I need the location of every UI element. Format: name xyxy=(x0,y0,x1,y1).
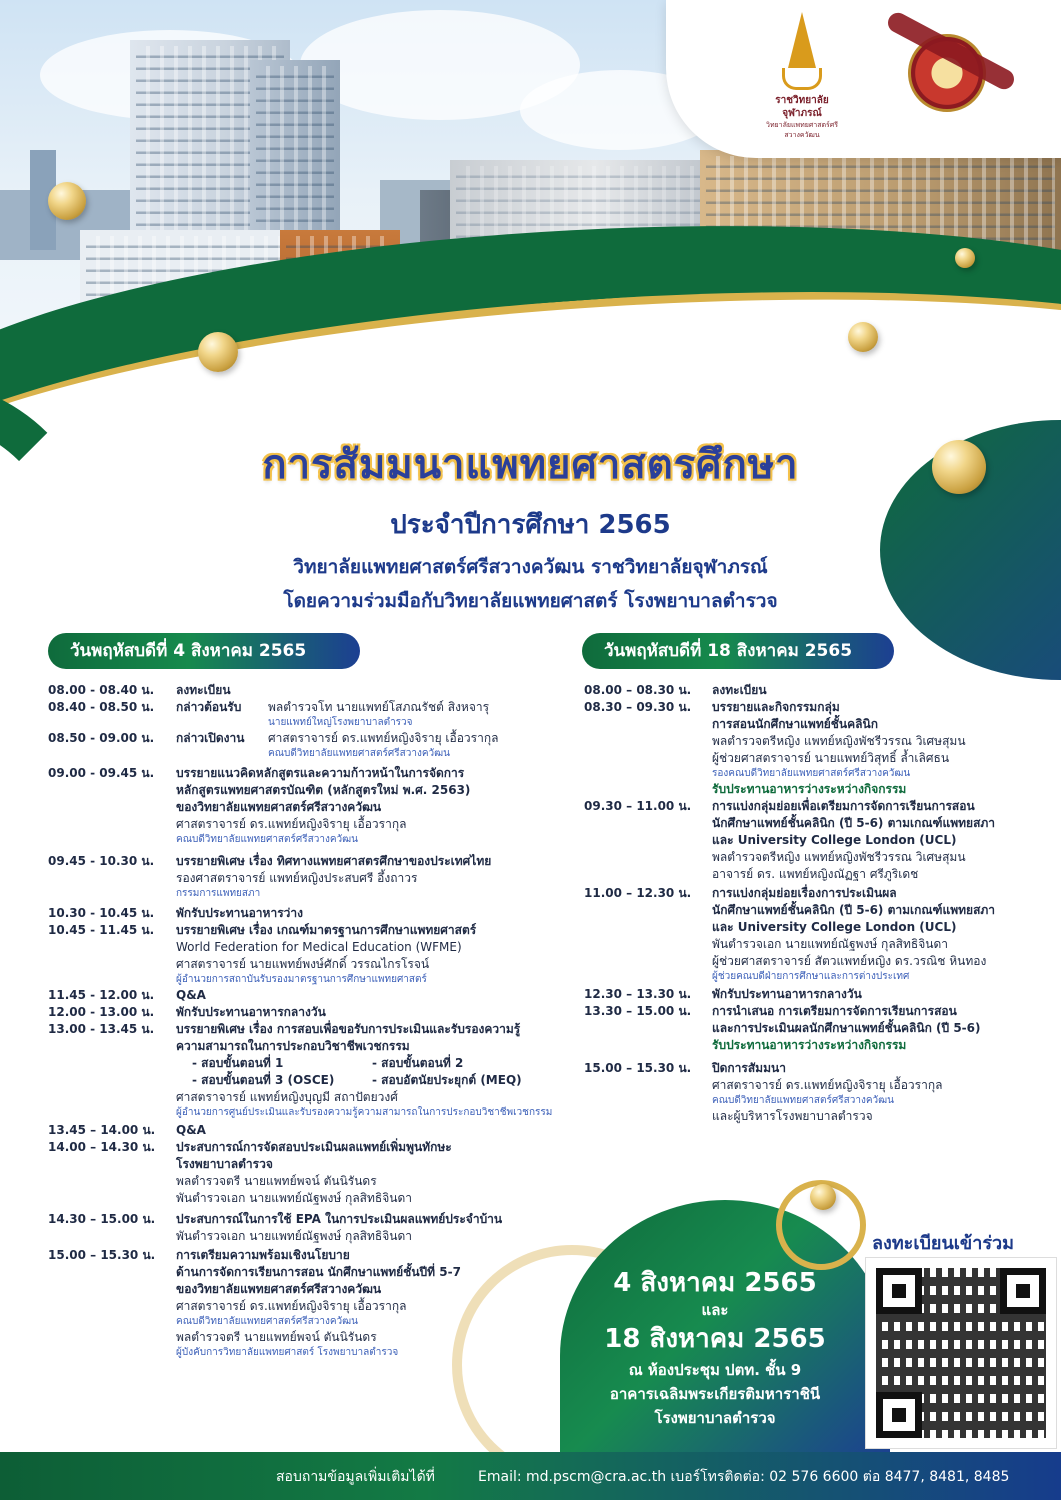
day1-schedule xyxy=(48,682,568,1360)
gold-ball xyxy=(810,1184,836,1210)
schedule-row: 08.40 - 08.50 น. กล่าวต้อนรับ พลตำรวจโท นายแพทย์โสภณรัชต์ สิงหจารุ นายแพทย์ใหญ่โรงพยาบาลตำรวจ xyxy=(48,700,490,728)
gold-ball xyxy=(848,322,878,352)
registration-label: ลงทะเบียนเข้าร่วม xyxy=(872,1233,1014,1254)
qr-finder-icon xyxy=(876,1392,922,1438)
gold-ball xyxy=(198,332,238,372)
exam-steps: - สอบขั้นตอนที่ 1 - สอบขั้นตอนที่ 2 - สอบขั้นตอนที่ 3 (OSCE) - สอบอัตนัยประยุกต์ (MEQ) xyxy=(192,1056,522,1087)
cra-name: ราชวิทยาลัย จุฬาภรณ์ xyxy=(775,95,829,119)
footer-contact[interactable]: Email: md.pscm@cra.ac.th เบอร์โทรติดต่อ: 02 576 6600 ต่อ 8477, 8481, 8485 xyxy=(478,1469,1010,1485)
schedule-row: 14.00 – 14.30 น. ประสบการณ์การจัดสอบประเมินผลแพทย์เพิ่มพูนทักษะ โรงพยาบาลตำรวจ พลตำรวจตรี นายแพทย์พจน์ ตันนิรันดร พันตำรวจเอก นายแพทย์ณัฐพงษ์ กุลสิทธิจินดา xyxy=(48,1140,452,1205)
schedule-row: 13.00 - 13.45 น. บรรยายพิเศษ เรื่อง การสอบเพื่อขอรับการประเมินและรับรองความรู้ ความสามารถในการประกอบวิชาชีพเวชกรรม - สอบขั้นตอนที่ 1 - สอบขั้นตอนที่ 2 - สอบขั้นตอนที่ 3 (OSCE) - สอบอัตนัยประยุกต์ (MEQ) ศาสตราจารย์ แพทย์หญิงบุญมี สถาปัตยวงศ์ ผู้อำนวยการศูนย์ประเมินและรับรองความรู้ความสามารถในการประกอบวิชาชีพเวชกรรม xyxy=(48,1021,568,1120)
schedule-row: 11.00 – 12.30 น. การแบ่งกลุ่มย่อยเรื่องการประเมินผล นักศึกษาแพทย์ชั้นคลินิก (ปี 5-6) ตามเกณฑ์แพทยสภา และ University College London (UCL) พันตำรวจเอก นายแพทย์ณัฐพงษ์ กุลสิทธิจินดา ผู้ช่วยศาสตราจารย์ สัตวแพทย์หญิง ดร.วรณิช หินทอง ผู้ช่วยคณบดีฝ่ายการศึกษาและการต่างประเทศ xyxy=(584,886,996,982)
schedule-row: 13.45 – 14.00 น. Q&A xyxy=(48,1123,206,1137)
day2-schedule xyxy=(584,682,1044,1125)
logo-card xyxy=(666,0,1061,158)
event-title: การสัมมนาแพทยศาสตรศึกษา xyxy=(262,442,799,488)
police-hospital-logo xyxy=(908,34,986,112)
schedule-row: 15.00 – 15.30 น. การเตรียมความพร้อมเชิงนโยบาย ด้านการจัดการเรียนการสอน นักศึกษาแพทย์ชั้นปีที่ 5-7 ของวิทยาลัยแพทยศาสตร์ศรีสวางควัฒน ศาสตราจารย์ ดร.แพทย์หญิงจิรายุ เอื้อวรากุล คณบดีวิทยาลัยแพทยศาสตร์ศรีสวางควัฒน พลตำรวจตรี นายแพทย์พจน์ ตันนิรันดร ผู้บังคับการวิทยาลัยแพทยศาสตร์ โรงพยาบาลตำรวจ xyxy=(48,1248,461,1358)
schedule-row: 08.00 - 08.40 น. ลงทะเบียน xyxy=(48,683,231,697)
footer-bar xyxy=(0,1452,1061,1500)
schedule-row: 09.00 - 09.45 น. บรรยายแนวคิดหลักสูตรและความก้าวหน้าในการจัดการ หลักสูตรแพทยศาสตรบัณฑิต (หลักสูตรใหม่ พ.ศ. 2563) ของวิทยาลัยแพทยศาสตร์ศรีสวางควัฒน ศาสตราจารย์ ดร.แพทย์หญิงจิรายุ เอื้อวรากุล คณบดีวิทยาลัยแพทยศาสตร์ศรีสวางควัฒน xyxy=(48,766,471,845)
schedule-row: 12.00 - 13.00 น. พักรับประทานอาหารกลางวัน xyxy=(48,1005,326,1019)
schedule-row: 08.30 – 09.30 น. บรรยายและกิจกรรมกลุ่ม การสอนนักศึกษาแพทย์ชั้นคลินิก พลตำรวจตรีหญิง แพทย์หญิงพัชรีวรรณ วิเศษสุมน ผู้ช่วยศาสตราจารย์ นายแพทย์วิสุทธิ์ ล้ำเลิศธน รองคณบดีวิทยาลัยแพทยศาสตร์ศรีสวางควัฒน รับประทานอาหารว่างระหว่างกิจกรรม xyxy=(584,700,966,796)
event-subtitle: ประจำปีการศึกษา 2565 xyxy=(390,510,671,540)
day2-header: วันพฤหัสบดีที่ 18 สิงหาคม 2565 xyxy=(582,633,894,669)
schedule-row: 15.00 – 15.30 น. ปิดการสัมมนา ศาสตราจารย์ ดร.แพทย์หญิงจิรายุ เอื้อวรากุล คณบดีวิทยาลัยแพทยศาสตร์ศรีสวางควัฒน และผู้บริหารโรงพยาบาลตำรวจ xyxy=(584,1061,943,1123)
cra-subtitle: วิทยาลัยแพทยศาสตร์ศรีสวางควัฒน xyxy=(766,121,838,139)
qr-finder-icon xyxy=(876,1268,922,1314)
schedule-row: 14.30 – 15.00 น. ประสบการณ์ในการใช้ EPA ในการประเมินผลแพทย์ประจำบ้าน พันตำรวจเอก นายแพทย์ณัฐพงษ์ กุลสิทธิจินดา xyxy=(48,1212,503,1243)
gold-ball xyxy=(48,182,86,220)
schedule-row: 09.45 - 10.30 น. บรรยายพิเศษ เรื่อง ทิศทางแพทยศาสตรศึกษาของประเทศไทย รองศาสตราจารย์ แพทย์หญิงประสบศรี อึ้งถาวร กรรมการแพทยสภา xyxy=(48,854,492,899)
gold-ball xyxy=(955,248,975,268)
venue-room: ณ ห้องประชุม ปตท. ชั้น 9 xyxy=(628,1361,802,1379)
venue-date-2: 18 สิงหาคม 2565 xyxy=(604,1324,826,1354)
hero-banner xyxy=(0,0,1061,430)
venue-building: อาคารเฉลิมพระเกียรติมหาราชินี xyxy=(609,1385,821,1403)
schedule-row: 09.30 – 11.00 น. การแบ่งกลุ่มย่อยเพื่อเตรียมการจัดการเรียนการสอน นักศึกษาแพทย์ชั้นคลินิก (ปี 5-6) ตามเกณฑ์แพทยสภา และ University College London (UCL) พลตำรวจตรีหญิง แพทย์หญิงพัชรีวรรณ วิเศษสุมน อาจารย์ ดร. แพทย์หญิงณัฏฐา ศรีภูริเดช xyxy=(584,799,996,881)
schedule-row: 12.30 – 13.30 น. พักรับประทานอาหารกลางวัน xyxy=(584,987,862,1001)
organizer-line-1: วิทยาลัยแพทยศาสตร์ศรีสวางควัฒน ราชวิทยาลัยจุฬาภรณ์ xyxy=(293,556,768,578)
schedule-row: 10.45 - 11.45 น. บรรยายพิเศษ เรื่อง เกณฑ์มาตรฐานการศึกษาแพทยศาสตร์ World Federation for Medical Education (WFME) ศาสตราจารย์ นายแพทย์พงษ์ศักดิ์ วรรณไกรโรจน์ ผู้อำนวยการสถาบันรับรองมาตรฐานการศึกษาแพทยศาสตร์ xyxy=(48,923,477,985)
qr-finder-icon xyxy=(1000,1268,1046,1314)
cra-logo xyxy=(762,12,842,152)
schedule-row: 08.50 - 09.00 น. กล่าวเปิดงาน ศาสตราจารย์ ดร.แพทย์หญิงจิรายุ เอื้อวรากุล คณบดีวิทยาลัยแพทยศาสตร์ศรีสวางควัฒน xyxy=(48,731,499,759)
venue-and: และ xyxy=(701,1301,729,1319)
registration-qr-code[interactable] xyxy=(866,1258,1056,1448)
schedule-row: 11.45 - 12.00 น. Q&A xyxy=(48,988,206,1002)
schedule-row: 13.30 – 15.00 น. การนำเสนอ การเตรียมการจัดการเรียนการสอน และการประเมินผลนักศึกษาแพทย์ชั้นคลินิก (ปี 5-6) รับประทานอาหารว่างระหว่างกิจกรรม xyxy=(584,1004,981,1052)
venue-hospital: โรงพยาบาลตำรวจ xyxy=(654,1409,776,1427)
organizer-line-2: โดยความร่วมมือกับวิทยาลัยแพทยศาสตร์ โรงพยาบาลตำรวจ xyxy=(283,590,778,612)
footer-inquiry: สอบถามข้อมูลเพิ่มเติมได้ที่ xyxy=(276,1469,435,1485)
emblem-icon xyxy=(782,68,822,90)
schedule-row: 08.00 – 08.30 น. ลงทะเบียน xyxy=(584,683,767,697)
schedule-row: 10.30 - 10.45 น. พักรับประทานอาหารว่าง xyxy=(48,906,303,920)
crown-icon xyxy=(788,12,816,68)
day1-header: วันพฤหัสบดีที่ 4 สิงหาคม 2565 xyxy=(48,633,360,669)
venue-date-1: 4 สิงหาคม 2565 xyxy=(613,1268,817,1298)
